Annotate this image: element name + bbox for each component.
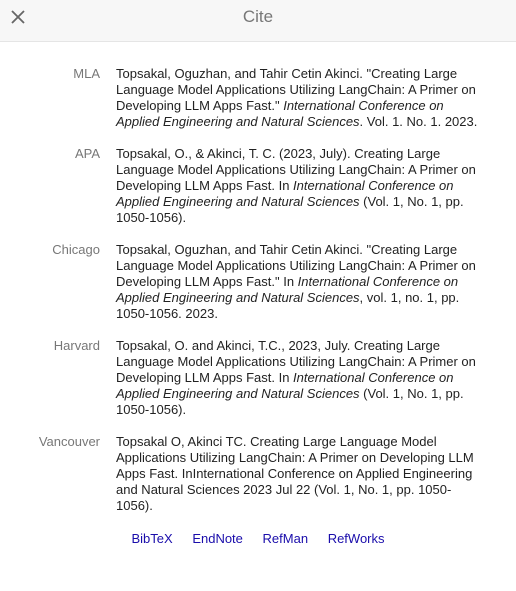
- citation-row-vancouver: [0, 434, 516, 514]
- citation-text-tail: (Vol. 1, No. 1, pp. 1050-1056).: [116, 386, 464, 417]
- refman-link[interactable]: RefMan: [262, 531, 309, 546]
- citation-row-harvard: [0, 338, 516, 418]
- citation-text-main: Topsakal, Oguzhan, and Tahir Cetin Akinci. "Creating Large Language Model Applications Utilizing LangChain: A Primer on Developing LLM Apps Fast." In: [116, 242, 476, 289]
- citation-style-label: Vancouver: [38, 434, 100, 449]
- citation-text-tail: . Vol. 1. No. 1. 2023.: [359, 114, 478, 129]
- citation-row-apa: [0, 146, 516, 226]
- citation-list: [0, 42, 516, 514]
- citation-style-label: MLA: [73, 66, 100, 81]
- endnote-link[interactable]: EndNote: [192, 531, 243, 546]
- refworks-link[interactable]: RefWorks: [327, 531, 385, 546]
- citation-text[interactable]: [116, 66, 478, 130]
- citation-style-label: Harvard: [53, 338, 100, 353]
- citation-venue: International Conference on Applied Engineering and Natural Sciences: [116, 274, 459, 305]
- citation-style-label: APA: [74, 146, 100, 161]
- citation-style-label: Chicago: [52, 242, 100, 257]
- citation-venue: International Conference on Applied Engineering and Natural Sciences: [116, 98, 444, 129]
- export-links: [0, 531, 516, 546]
- citation-text-main: Topsakal, O., & Akinci, T. C. (2023, July). Creating Large Language Model Applications Utilizing LangChain: A Primer on Developing LLM Apps Fast. In: [116, 146, 476, 193]
- citation-text-main: Topsakal O, Akinci TC. Creating Large Language Model Applications Utilizing LangChain: A Primer on Developing LLM Apps Fast. InInternational Conference on Applied Engineering and Natural Sciences 2023 Jul 22 (Vol. 1, No. 1, pp. 1050-1056).: [116, 434, 474, 513]
- citation-venue: International Conference on Applied Engineering and Natural Sciences: [116, 370, 454, 401]
- citation-text-tail: , vol. 1, no. 1, pp. 1050-1056. 2023.: [116, 290, 460, 321]
- citation-text[interactable]: [116, 242, 478, 322]
- citation-text[interactable]: [116, 146, 478, 226]
- citation-text-main: Topsakal, O. and Akinci, T.C., 2023, July. Creating Large Language Model Applications Utilizing LangChain: A Primer on Developing LLM Apps Fast. In: [116, 338, 476, 385]
- citation-text-main: Topsakal, Oguzhan, and Tahir Cetin Akinci. "Creating Large Language Model Applications Utilizing LangChain: A Primer on Developing LLM Apps Fast.": [116, 66, 476, 113]
- citation-venue: International Conference on Applied Engineering and Natural Sciences: [116, 178, 454, 209]
- bibtex-link[interactable]: BibTeX: [131, 531, 173, 546]
- citation-text-tail: (Vol. 1, No. 1, pp. 1050-1056).: [116, 194, 464, 225]
- dialog-title: Cite: [242, 7, 274, 26]
- citation-row-chicago: [0, 242, 516, 322]
- citation-row-mla: [0, 66, 516, 130]
- citation-text[interactable]: [116, 338, 478, 418]
- cite-dialog-header: [0, 0, 516, 42]
- citation-text[interactable]: [116, 434, 478, 514]
